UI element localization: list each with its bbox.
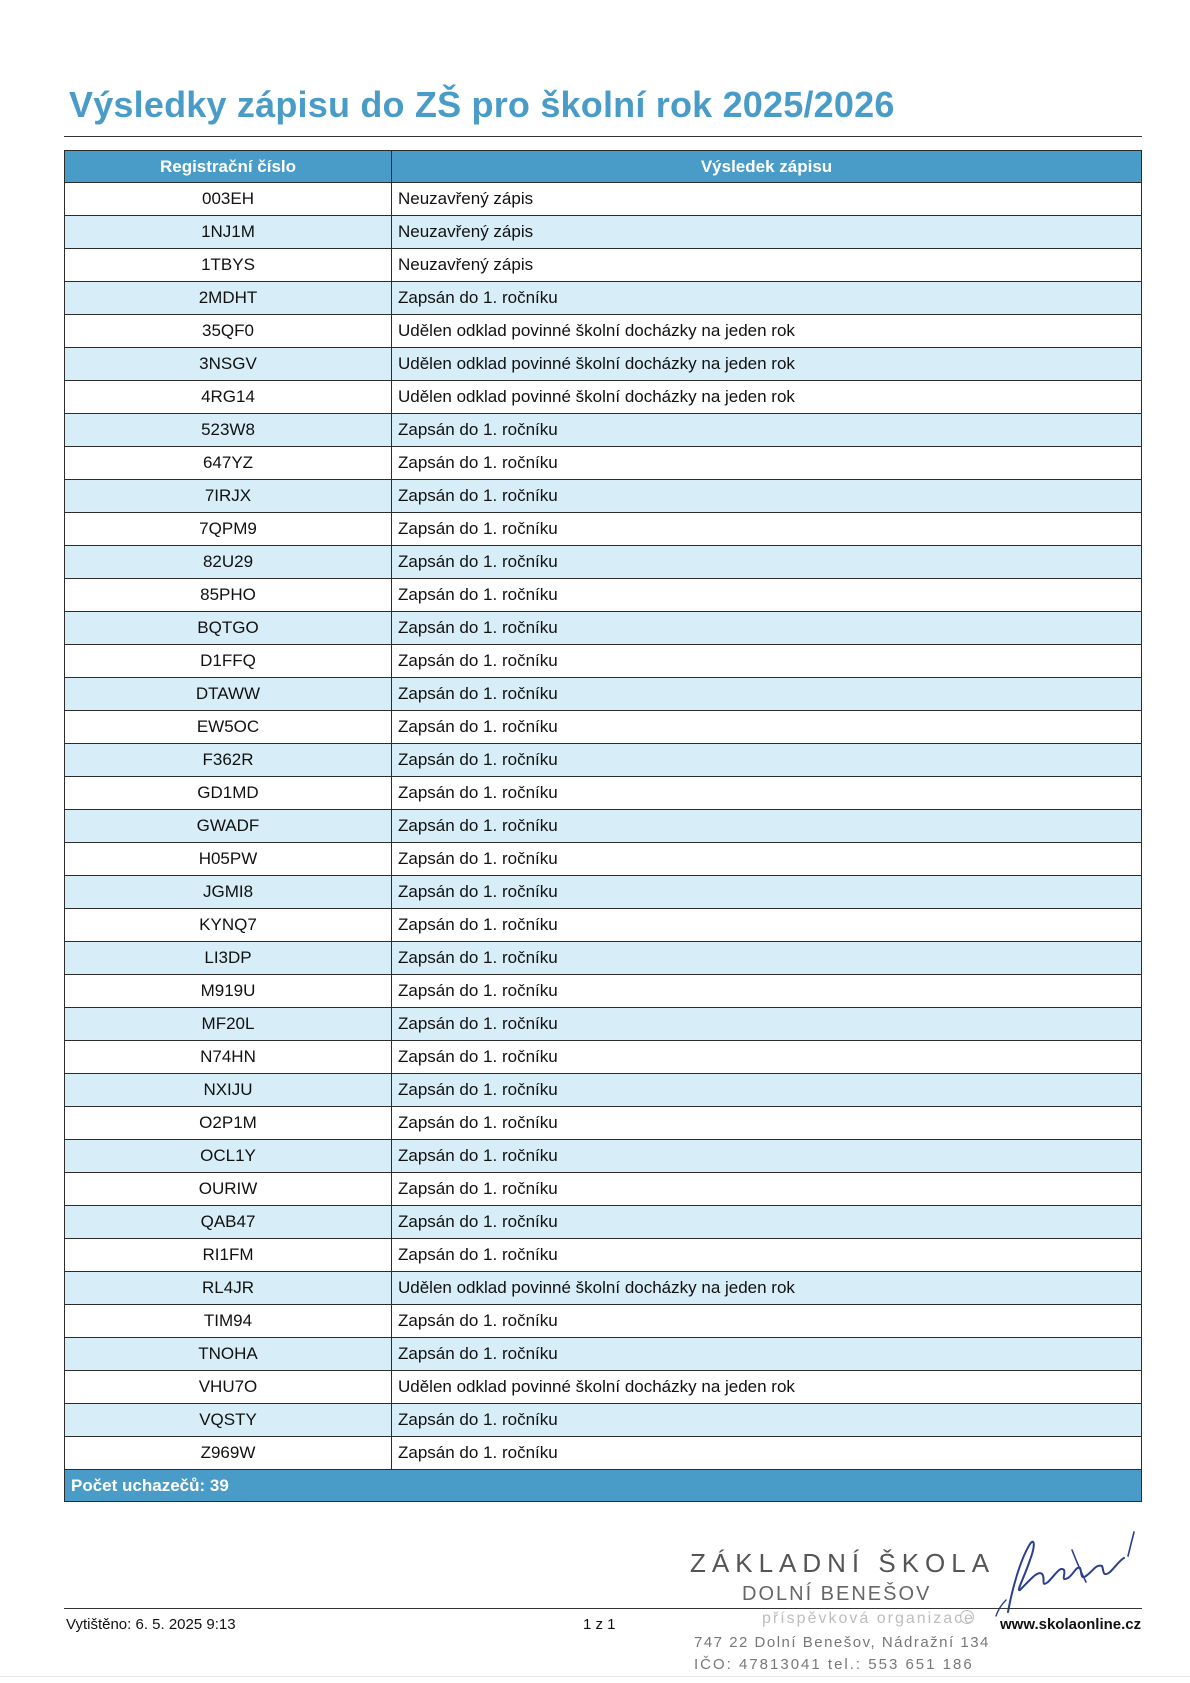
table-row — [65, 480, 1142, 513]
table-row — [65, 216, 1142, 249]
header-enrollment-result: Výsledek zápisu — [392, 151, 1142, 183]
registration-number-cell: BQTGO — [65, 612, 392, 645]
registration-number-cell: KYNQ7 — [65, 909, 392, 942]
table-row — [65, 777, 1142, 810]
table-row — [65, 909, 1142, 942]
enrollment-result-cell: Zapsán do 1. ročníku — [392, 1173, 1142, 1206]
results-table — [64, 150, 1142, 1502]
stamp-organization: příspěvková organizace — [762, 1610, 975, 1627]
enrollment-result-cell: Zapsán do 1. ročníku — [392, 579, 1142, 612]
registration-number-cell: 82U29 — [65, 546, 392, 579]
registration-number-cell: OURIW — [65, 1173, 392, 1206]
table-row — [65, 579, 1142, 612]
table-row — [65, 1437, 1142, 1470]
enrollment-result-cell: Zapsán do 1. ročníku — [392, 513, 1142, 546]
table-row — [65, 975, 1142, 1008]
enrollment-result-cell: Zapsán do 1. ročníku — [392, 1008, 1142, 1041]
enrollment-result-cell: Neuzavřený zápis — [392, 216, 1142, 249]
registration-number-cell: DTAWW — [65, 678, 392, 711]
registration-number-cell: 523W8 — [65, 414, 392, 447]
table-row — [65, 249, 1142, 282]
enrollment-result-cell: Zapsán do 1. ročníku — [392, 1140, 1142, 1173]
enrollment-result-cell: Zapsán do 1. ročníku — [392, 909, 1142, 942]
table-row — [65, 678, 1142, 711]
enrollment-result-cell: Zapsán do 1. ročníku — [392, 1437, 1142, 1470]
registration-number-cell: N74HN — [65, 1041, 392, 1074]
table-row — [65, 876, 1142, 909]
registration-number-cell: Z969W — [65, 1437, 392, 1470]
enrollment-result-cell: Zapsán do 1. ročníku — [392, 1338, 1142, 1371]
enrollment-result-cell: Neuzavřený zápis — [392, 249, 1142, 282]
table-row — [65, 1041, 1142, 1074]
enrollment-result-cell: Neuzavřený zápis — [392, 183, 1142, 216]
registration-number-cell: 647YZ — [65, 447, 392, 480]
table-row — [65, 348, 1142, 381]
registration-number-cell: 85PHO — [65, 579, 392, 612]
registration-number-cell: M919U — [65, 975, 392, 1008]
enrollment-result-cell: Zapsán do 1. ročníku — [392, 711, 1142, 744]
table-row — [65, 513, 1142, 546]
registration-number-cell: GD1MD — [65, 777, 392, 810]
table-row — [65, 1338, 1142, 1371]
table-row — [65, 1305, 1142, 1338]
table-row — [65, 1140, 1142, 1173]
signature-icon — [990, 1530, 1140, 1620]
enrollment-result-cell: Zapsán do 1. ročníku — [392, 777, 1142, 810]
enrollment-result-cell: Zapsán do 1. ročníku — [392, 876, 1142, 909]
table-row — [65, 810, 1142, 843]
registration-number-cell: NXIJU — [65, 1074, 392, 1107]
enrollment-result-cell: Udělen odklad povinné školní docházky na jeden rok — [392, 348, 1142, 381]
registration-number-cell: F362R — [65, 744, 392, 777]
registration-number-cell: QAB47 — [65, 1206, 392, 1239]
table-row — [65, 1008, 1142, 1041]
registration-number-cell: VHU7O — [65, 1371, 392, 1404]
registration-number-cell: RL4JR — [65, 1272, 392, 1305]
table-row — [65, 612, 1142, 645]
table-row — [65, 1107, 1142, 1140]
scan-edge — [0, 1676, 1190, 1677]
table-row — [65, 843, 1142, 876]
table-row — [65, 1173, 1142, 1206]
website-link[interactable]: www.skolaonline.cz — [1000, 1616, 1142, 1633]
enrollment-result-cell: Zapsán do 1. ročníku — [392, 480, 1142, 513]
table-row — [65, 711, 1142, 744]
table-row — [65, 315, 1142, 348]
enrollment-result-cell: Zapsán do 1. ročníku — [392, 282, 1142, 315]
table-row — [65, 1074, 1142, 1107]
registration-number-cell: 3NSGV — [65, 348, 392, 381]
registration-number-cell: EW5OC — [65, 711, 392, 744]
enrollment-result-cell: Udělen odklad povinné školní docházky na jeden rok — [392, 381, 1142, 414]
registration-number-cell: TIM94 — [65, 1305, 392, 1338]
enrollment-result-cell: Zapsán do 1. ročníku — [392, 744, 1142, 777]
enrollment-result-cell: Zapsán do 1. ročníku — [392, 942, 1142, 975]
applicant-count-row — [65, 1470, 1142, 1502]
table-row — [65, 183, 1142, 216]
enrollment-result-cell: Udělen odklad povinné školní docházky na jeden rok — [392, 1371, 1142, 1404]
registration-number-cell: 1TBYS — [65, 249, 392, 282]
enrollment-result-cell: Zapsán do 1. ročníku — [392, 843, 1142, 876]
table-row — [65, 282, 1142, 315]
table-row — [65, 1206, 1142, 1239]
enrollment-result-cell: Zapsán do 1. ročníku — [392, 678, 1142, 711]
enrollment-result-cell: Udělen odklad povinné školní docházky na jeden rok — [392, 1272, 1142, 1305]
registration-number-cell: D1FFQ — [65, 645, 392, 678]
table-row — [65, 1239, 1142, 1272]
table-row — [65, 1272, 1142, 1305]
registration-number-cell: GWADF — [65, 810, 392, 843]
registration-number-cell: 2MDHT — [65, 282, 392, 315]
applicant-count: Počet uchazečů: 39 — [65, 1470, 1142, 1502]
registration-number-cell: O2P1M — [65, 1107, 392, 1140]
registration-number-cell: 003EH — [65, 183, 392, 216]
stamp-town: DOLNÍ BENEŠOV — [742, 1583, 932, 1605]
registration-number-cell: TNOHA — [65, 1338, 392, 1371]
enrollment-result-cell: Zapsán do 1. ročníku — [392, 447, 1142, 480]
registration-number-cell: RI1FM — [65, 1239, 392, 1272]
table-row — [65, 645, 1142, 678]
registration-number-cell: OCL1Y — [65, 1140, 392, 1173]
table-row — [65, 381, 1142, 414]
enrollment-result-cell: Zapsán do 1. ročníku — [392, 1107, 1142, 1140]
enrollment-result-cell: Zapsán do 1. ročníku — [392, 612, 1142, 645]
enrollment-result-cell: Zapsán do 1. ročníku — [392, 810, 1142, 843]
title-divider — [64, 136, 1142, 137]
table-row — [65, 546, 1142, 579]
page-title: Výsledky zápisu do ZŠ pro školní rok 2025/2026 — [69, 84, 895, 125]
registration-number-cell: MF20L — [65, 1008, 392, 1041]
enrollment-result-cell: Zapsán do 1. ročníku — [392, 1404, 1142, 1437]
stamp-emblem-icon — [960, 1610, 974, 1624]
enrollment-result-cell: Zapsán do 1. ročníku — [392, 975, 1142, 1008]
registration-number-cell: JGMI8 — [65, 876, 392, 909]
enrollment-result-cell: Zapsán do 1. ročníku — [392, 414, 1142, 447]
enrollment-result-cell: Udělen odklad povinné školní docházky na jeden rok — [392, 315, 1142, 348]
enrollment-result-cell: Zapsán do 1. ročníku — [392, 645, 1142, 678]
table-row — [65, 744, 1142, 777]
table-row — [65, 447, 1142, 480]
enrollment-result-cell: Zapsán do 1. ročníku — [392, 1305, 1142, 1338]
header-registration-number: Registrační číslo — [65, 151, 392, 183]
enrollment-result-cell: Zapsán do 1. ročníku — [392, 546, 1142, 579]
table-row — [65, 1404, 1142, 1437]
registration-number-cell: 4RG14 — [65, 381, 392, 414]
table-row — [65, 942, 1142, 975]
table-header-row — [65, 151, 1142, 183]
enrollment-result-cell: Zapsán do 1. ročníku — [392, 1074, 1142, 1107]
footer-divider — [64, 1608, 1142, 1609]
registration-number-cell: H05PW — [65, 843, 392, 876]
registration-number-cell: LI3DP — [65, 942, 392, 975]
registration-number-cell: 7QPM9 — [65, 513, 392, 546]
registration-number-cell: 7IRJX — [65, 480, 392, 513]
table-row — [65, 1371, 1142, 1404]
enrollment-result-cell: Zapsán do 1. ročníku — [392, 1239, 1142, 1272]
page-number: 1 z 1 — [583, 1616, 616, 1633]
printed-timestamp: Vytištěno: 6. 5. 2025 9:13 — [66, 1616, 236, 1633]
registration-number-cell: VQSTY — [65, 1404, 392, 1437]
stamp-school-name: ZÁKLADNÍ ŠKOLA — [690, 1548, 996, 1578]
table-row — [65, 414, 1142, 447]
stamp-address: 747 22 Dolní Benešov, Nádražní 134 — [694, 1634, 990, 1651]
stamp-ico-phone: IČO: 47813041 tel.: 553 651 186 — [694, 1656, 974, 1673]
enrollment-result-cell: Zapsán do 1. ročníku — [392, 1041, 1142, 1074]
registration-number-cell: 35QF0 — [65, 315, 392, 348]
enrollment-result-cell: Zapsán do 1. ročníku — [392, 1206, 1142, 1239]
registration-number-cell: 1NJ1M — [65, 216, 392, 249]
